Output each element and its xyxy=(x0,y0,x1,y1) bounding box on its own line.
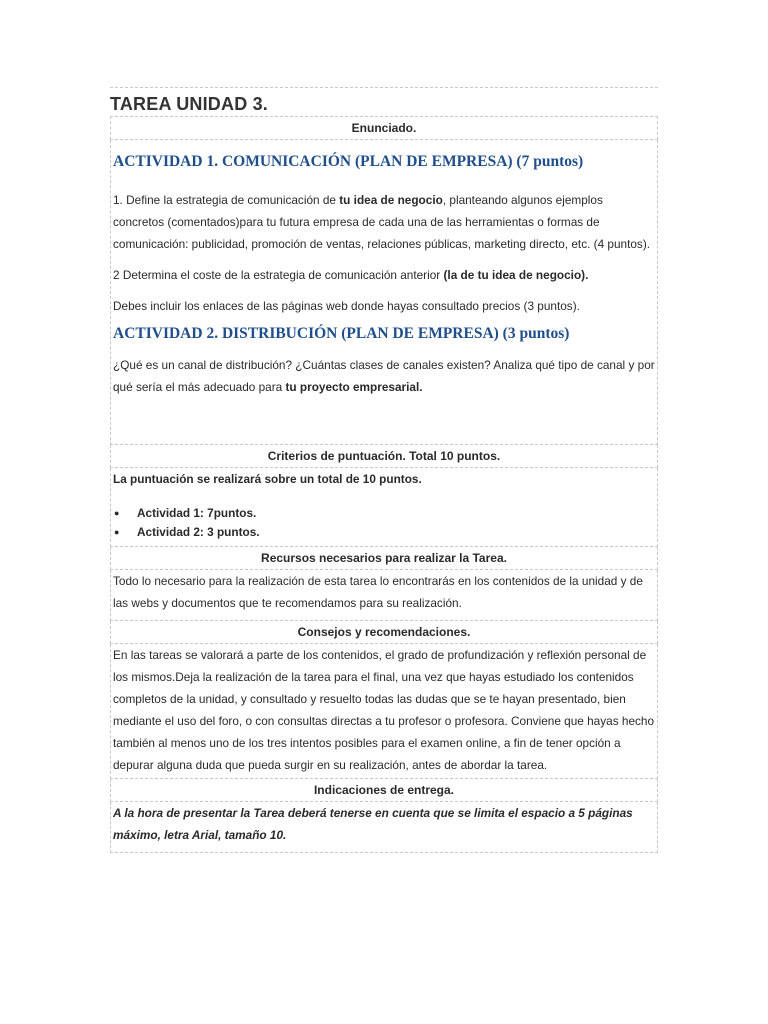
actividad1-paragraph3: Debes incluir los enlaces de las páginas web donde hayas consultado precios (3 puntos). xyxy=(113,299,580,313)
recursos-body xyxy=(111,570,658,621)
list-item xyxy=(113,523,655,542)
consejos-body xyxy=(111,644,658,779)
page-title: TAREA UNIDAD 3. xyxy=(110,94,269,114)
actividad1-heading: ACTIVIDAD 1. COMUNICACIÓN (PLAN DE EMPRESA) (7 puntos) xyxy=(113,153,584,170)
title-wrap xyxy=(110,94,658,116)
text-run-bold: (la de tu idea de negocio). xyxy=(443,268,589,282)
enunciado-body xyxy=(111,140,658,445)
actividad2-heading: ACTIVIDAD 2. DISTRIBUCIÓN (PLAN DE EMPRESA) (3 puntos) xyxy=(113,325,570,342)
criterios-intro: La puntuación se realizará sobre un total de 10 puntos. xyxy=(113,472,422,486)
criterios-body xyxy=(111,468,658,547)
actividad1-paragraph1 xyxy=(113,189,655,255)
text-run: , planteando algunos ejemplos concretos (comentados)para tu futura empresa de cada una de las herramientas o formas de comunicación: publicidad, promoción de ventas, relaciones públicas, marketing directo, etc. (4 puntos). xyxy=(113,193,651,251)
bullet-icon: ● xyxy=(114,527,120,537)
consejos-text: En las tareas se valorará a parte de los contenidos, el grado de profundización y reflexión personal de los mismos.Deja la realización de la tarea para el final, una vez que hayas estudiado los contenidos completos de la unidad, y consultado y resuelto todas las dudas que se te hayan presentado, bien mediante el uso del foro, o con consultas directas a tu profesor o profesora. Conviene que hayas hecho también al menos uno de los tres intentos posibles para el examen online, a fin de tener opción a depurar alguna duda que pueda surgir en su realización, antes de abordar la tarea. xyxy=(113,648,655,772)
entrega-text: A la hora de presentar la Tarea deberá tenerse en cuenta que se limita el espacio a 5 páginas máximo, letra Arial, tamaño 10. xyxy=(113,806,633,842)
spacer xyxy=(113,398,655,426)
recursos-text: Todo lo necesario para la realización de esta tarea lo encontrarás en los contenidos de la unidad y de las webs y documentos que te recomendamos para su realización. xyxy=(113,574,643,610)
entrega-header: Indicaciones de entrega. xyxy=(111,779,658,802)
text-run: ¿Qué es un canal de distribución? ¿Cuántas clases de canales existen? Analiza qué tipo de canal y por qué sería el más adecuado para xyxy=(113,358,655,394)
text-run: 2 Determina el coste de la estrategia de comunicación anterior xyxy=(113,268,444,282)
entrega-body xyxy=(111,802,658,853)
actividad1-paragraph2 xyxy=(113,264,655,286)
recursos-header: Recursos necesarios para realizar la Tarea. xyxy=(111,547,658,570)
enunciado-header: Enunciado. xyxy=(111,117,658,140)
criterios-list xyxy=(113,504,655,542)
list-item-label: Actividad 1: 7puntos. xyxy=(137,506,257,520)
text-run: 1. Define la estrategia de comunicación de xyxy=(113,193,340,207)
actividad2-paragraph1 xyxy=(113,354,655,398)
text-run-bold: tu idea de negocio xyxy=(339,193,443,207)
list-item-label: Actividad 2: 3 puntos. xyxy=(137,525,260,539)
consejos-header: Consejos y recomendaciones. xyxy=(111,621,658,644)
document-page xyxy=(110,87,658,853)
text-run-bold: tu proyecto empresarial. xyxy=(285,380,423,394)
list-item xyxy=(113,504,655,523)
bullet-icon: ● xyxy=(114,508,120,518)
criterios-header: Criterios de puntuación. Total 10 puntos. xyxy=(111,445,658,468)
top-divider xyxy=(110,87,658,88)
task-table xyxy=(110,116,658,853)
